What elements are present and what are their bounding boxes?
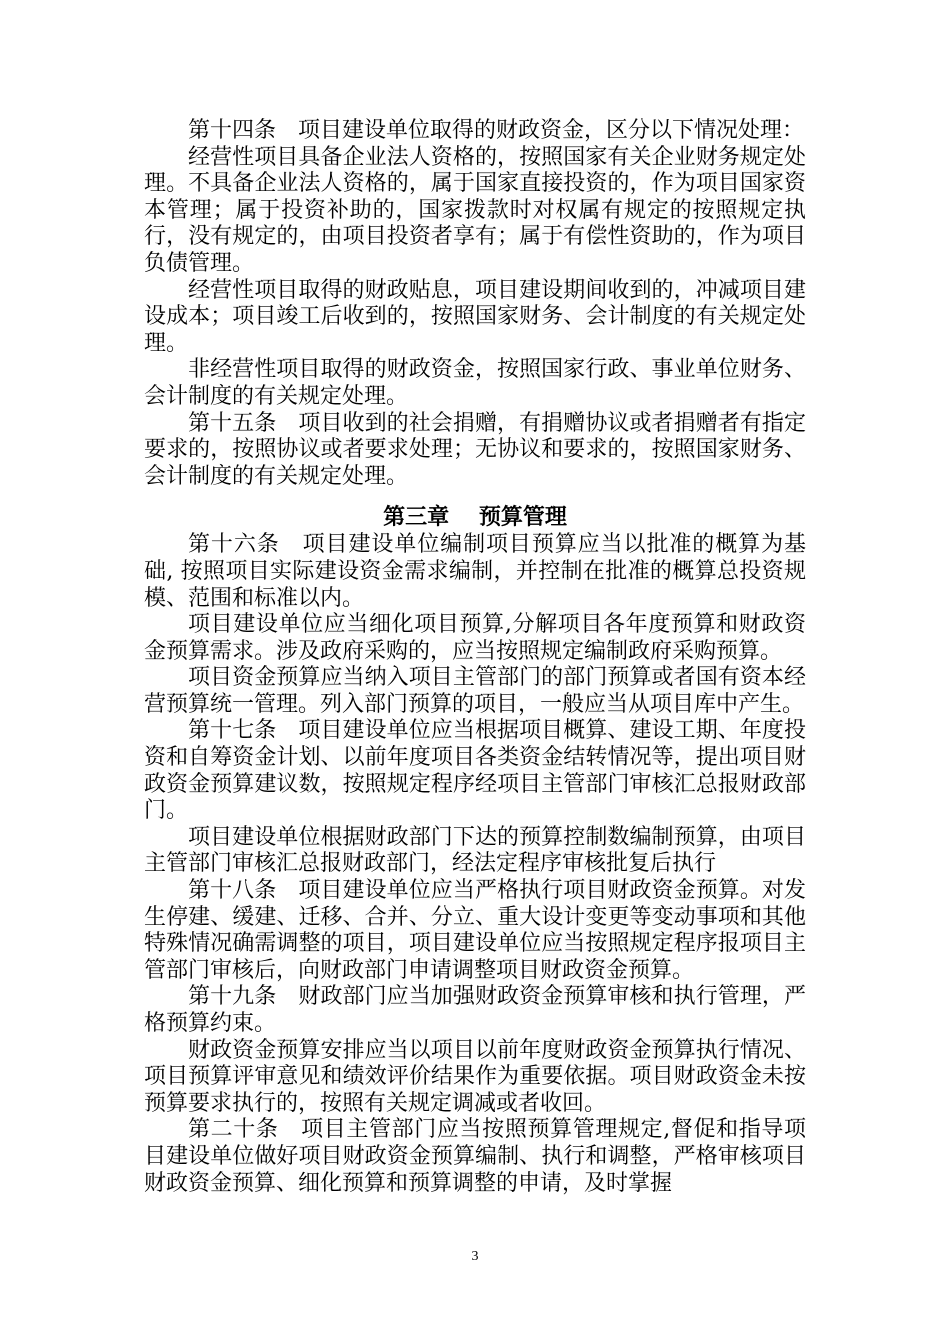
paragraph: 项目资金预算应当纳入项目主管部门的部门预算或者国有资本经营预算统一管理。列入部门预算的项目，一般应当从项目库中产生。 bbox=[144, 665, 806, 717]
document-body bbox=[144, 118, 806, 1197]
paragraph: 财政资金预算安排应当以项目以前年度财政资金预算执行情况、项目预算评审意见和绩效评价结果作为重要依据。项目财政资金未按预算要求执行的，按照有关规定调减或者收回。 bbox=[144, 1037, 806, 1116]
paragraph: 项目建设单位应当细化项目预算,分解项目各年度预算和财政资金预算需求。涉及政府采购的，应当按照规定编制政府采购预算。 bbox=[144, 612, 806, 664]
paragraph: 第十五条 项目收到的社会捐赠，有捐赠协议或者捐赠者有指定要求的，按照协议或者要求处理；无协议和要求的，按照国家财务、会计制度的有关规定处理。 bbox=[144, 410, 806, 489]
page-number: 3 bbox=[471, 1249, 479, 1264]
paragraph: 经营性项目具备企业法人资格的，按照国家有关企业财务规定处理。不具备企业法人资格的，属于国家直接投资的，作为项目国家资本管理；属于投资补助的，国家拨款时对权属有规定的按照规定执行，没有规定的，由项目投资者享有；属于有偿性资助的，作为项目负债管理。 bbox=[144, 144, 806, 276]
paragraph: 第十九条 财政部门应当加强财政资金预算审核和执行管理，严格预算约束。 bbox=[144, 984, 806, 1036]
paragraph: 第十七条 项目建设单位应当根据项目概算、建设工期、年度投资和自筹资金计划、以前年度项目各类资金结转情况等，提出项目财政资金预算建议数，按照规定程序经项目主管部门审核汇总报财政部门。 bbox=[144, 718, 806, 824]
chapter-title: 第三章 预算管理 bbox=[383, 505, 567, 531]
paragraph: 第二十条 项目主管部门应当按照预算管理规定,督促和指导项目建设单位做好项目财政资金预算编制、执行和调整，严格审核项目财政资金预算、细化预算和预算调整的申请，及时掌握 bbox=[144, 1117, 806, 1196]
paragraph: 非经营性项目取得的财政资金，按照国家行政、事业单位财务、会计制度的有关规定处理。 bbox=[144, 357, 806, 409]
paragraph: 第十四条 项目建设单位取得的财政资金，区分以下情况处理： bbox=[188, 118, 805, 143]
paragraph: 第十六条 项目建设单位编制项目预算应当以批准的概算为基础, 按照项目实际建设资金需求编制，并控制在批准的概算总投资规模、范围和标准以内。 bbox=[144, 532, 806, 611]
paragraph: 第十八条 项目建设单位应当严格执行项目财政资金预算。对发生停建、缓建、迁移、合并、分立、重大设计变更等变动事项和其他特殊情况确需调整的项目，项目建设单位应当按照规定程序报项目主管部门审核后，向财政部门申请调整项目财政资金预算。 bbox=[144, 878, 806, 983]
paragraph: 经营性项目取得的财政贴息，项目建设期间收到的，冲减项目建设成本；项目竣工后收到的，按照国家财务、会计制度的有关规定处理。 bbox=[144, 277, 806, 356]
paragraph: 项目建设单位根据财政部门下达的预算控制数编制预算，由项目主管部门审核汇总报财政部门，经法定程序审核批复后执行 bbox=[144, 824, 806, 877]
